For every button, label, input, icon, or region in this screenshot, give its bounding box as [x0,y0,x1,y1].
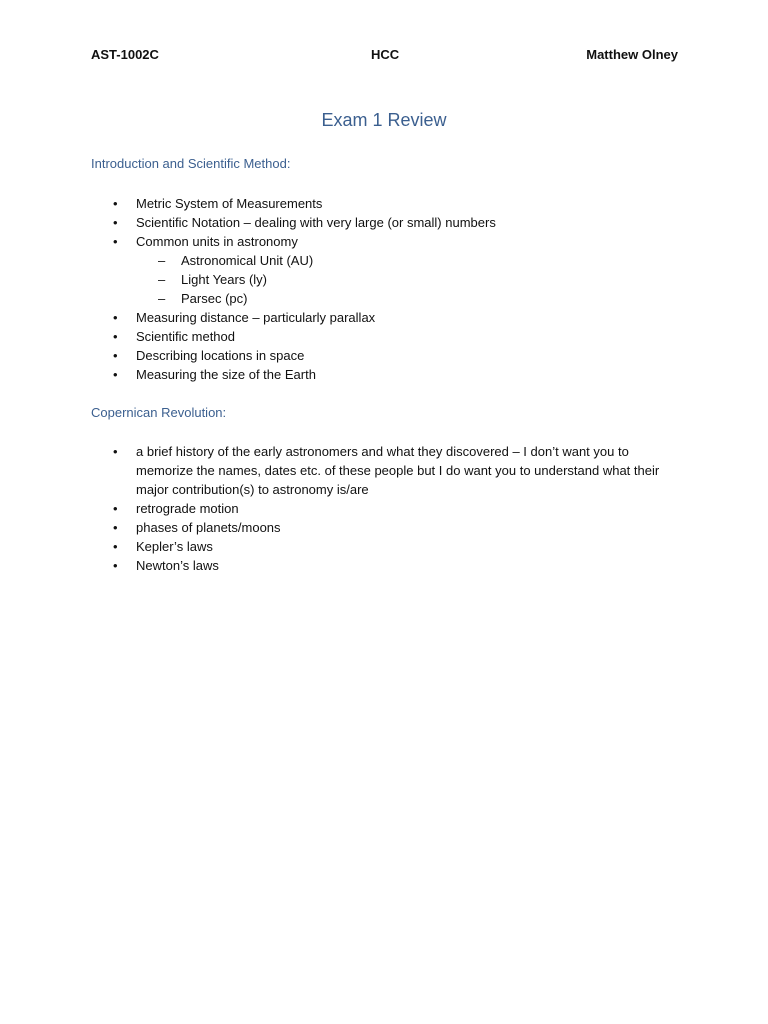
bullet-icon: • [113,329,118,344]
section-heading-copernican: Copernican Revolution: [91,405,227,420]
list-item-text: Newton’s laws [136,558,219,573]
dash-bullet-icon: – [158,253,166,268]
bullet-icon: • [113,234,118,249]
bullet-icon: • [113,539,118,554]
dash-bullet-icon: – [158,291,166,306]
list-item [0,194,696,213]
bullet-icon: • [113,501,118,516]
bullet-icon: • [113,348,118,363]
bullet-icon: • [113,215,118,230]
list-item [0,556,696,575]
list-item-text: Scientific method [136,329,235,344]
list-item-text: retrograde motion [136,501,239,516]
list-item [0,365,696,384]
section-heading-intro: Introduction and Scientific Method: [91,156,291,171]
page-header [91,47,678,67]
bullet-icon: • [113,444,118,459]
list-item [0,499,696,518]
bullet-icon: • [113,367,118,382]
list-item-text: Kepler’s laws [136,539,213,554]
list-item [0,346,696,365]
sub-list-item [0,251,631,270]
section-list-copernican [0,442,696,575]
bullet-icon: • [113,520,118,535]
school-name: HCC [371,47,400,62]
list-item-text: Describing locations in space [136,348,305,363]
list-item [0,232,696,251]
page-title: Exam 1 Review [321,110,447,130]
list-item-text: Astronomical Unit (AU) [181,253,314,268]
list-item-text: Measuring the size of the Earth [136,367,316,382]
list-item-text: Metric System of Measurements [136,196,323,211]
list-item [0,308,696,327]
list-item-text: phases of planets/moons [136,520,281,535]
list-item-text: Scientific Notation – dealing with very large (or small) numbers [136,215,496,230]
list-item [0,518,696,537]
bullet-icon: • [113,558,118,573]
list-item-text: Parsec (pc) [181,291,248,306]
list-item-text: a brief history of the early astronomers and what they discovered – I don’t want you to memorize the names, dates etc. of these people but I do want you to understand what their major contribution(s) to astronomy is/are [136,444,660,497]
list-item-text: Light Years (ly) [181,272,267,287]
course-code: AST-1002C [91,47,159,62]
list-item-text: Common units in astronomy [136,234,298,249]
bullet-icon: • [113,196,118,211]
bullet-icon: • [113,310,118,325]
sub-list-item [0,289,631,308]
dash-bullet-icon: – [158,272,166,287]
author-name: Matthew Olney [586,47,678,62]
list-item [0,213,696,232]
sub-list-item [0,270,631,289]
list-item [0,327,696,346]
section-list-intro [0,194,696,384]
list-item-text: Measuring distance – particularly parallax [136,310,376,325]
list-item [0,537,696,556]
list-item [0,442,676,499]
